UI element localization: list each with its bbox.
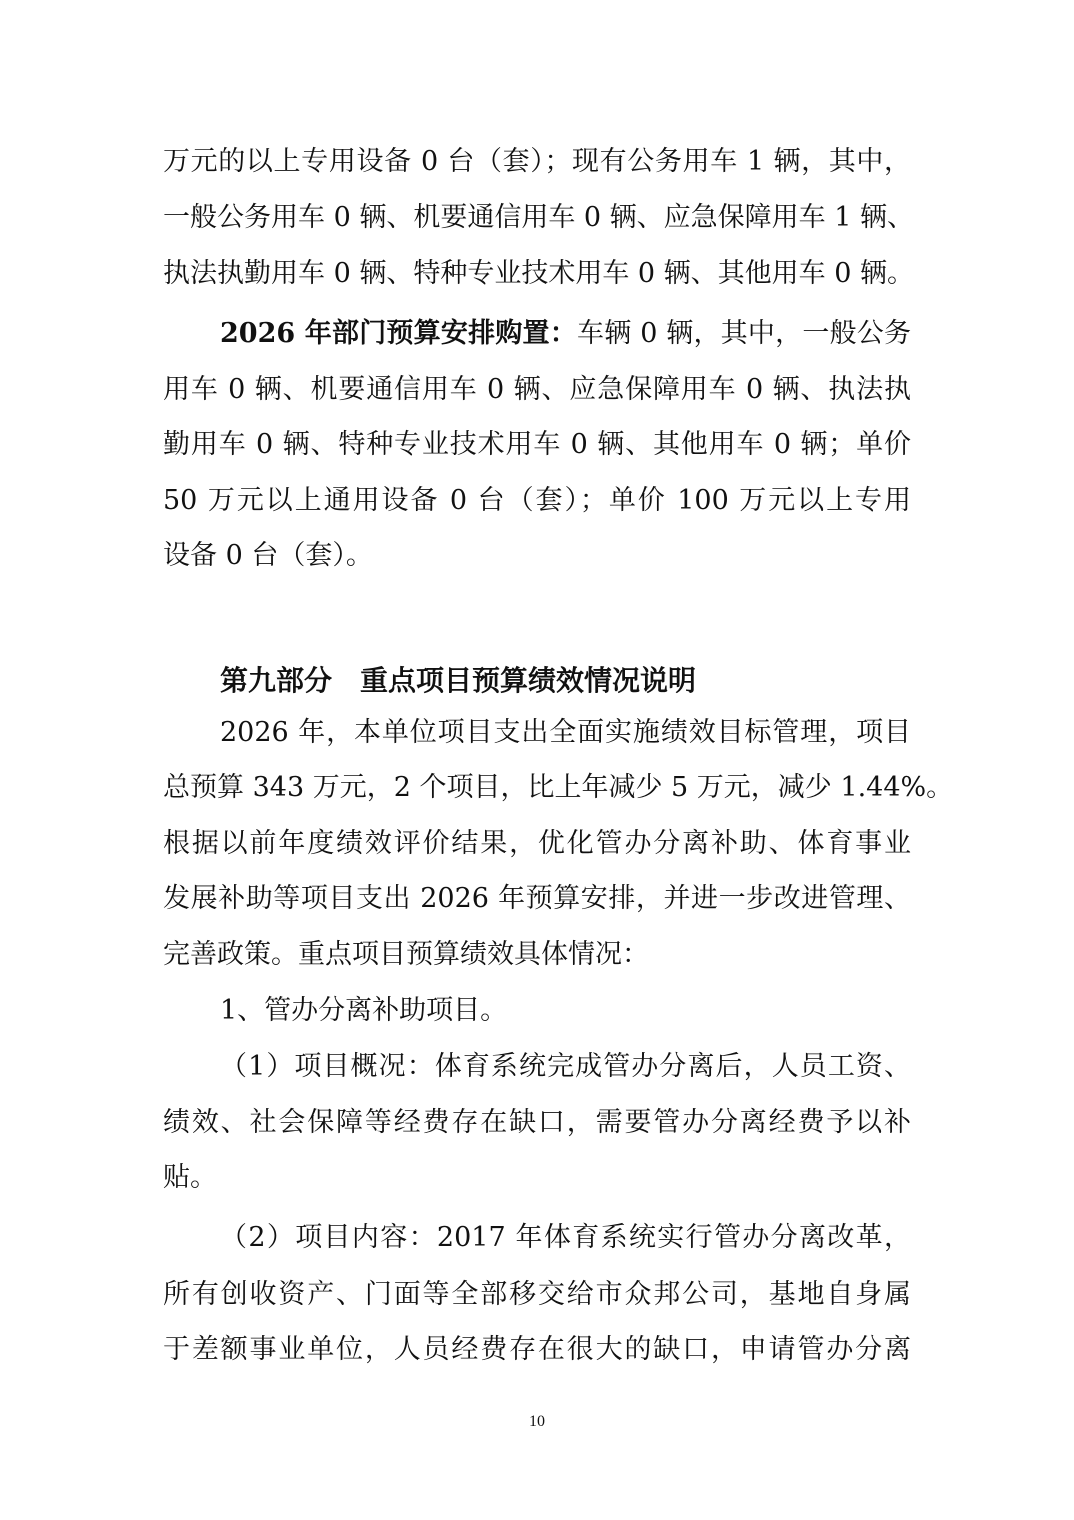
paragraph-line: 根据以前年度绩效评价结果，优化管办分离补助、体育事业 [163, 828, 911, 859]
paragraph-line: 2026 年，本单位项目支出全面实施绩效目标管理，项目 [220, 717, 911, 748]
paragraph-line: （1）项目概况：体育系统完成管办分离后，人员工资、 [220, 1051, 911, 1082]
paragraph-line: 勤用车 0 辆、特种专业技术用车 0 辆、其他用车 0 辆；单价 [163, 429, 911, 460]
bold-lead-text: 2026 年部门预算安排购置： [220, 318, 577, 349]
paragraph-line: 万元的以上专用设备 0 台（套）；现有公务用车 1 辆，其中， [163, 146, 911, 177]
paragraph-line: 于差额事业单位，人员经费存在很大的缺口，申请管办分离 [163, 1334, 911, 1365]
list-item: 1、管办分离补助项目。 [220, 995, 508, 1026]
paragraph-line: 贴。 [163, 1162, 217, 1193]
paragraph-line: （2）项目内容：2017 年体育系统实行管办分离改革， [220, 1222, 911, 1253]
paragraph-line: 设备 0 台（套）。 [163, 540, 373, 571]
paragraph-line: 一般公务用车 0 辆、机要通信用车 0 辆、应急保障用车 1 辆、 [163, 202, 915, 233]
section-part-label: 第九部分 [220, 664, 333, 697]
paragraph-line: 发展补助等项目支出 2026 年预算安排，并进一步改进管理、 [163, 883, 911, 914]
section-heading [220, 661, 696, 701]
paragraph-line: 完善政策。重点项目预算绩效具体情况： [163, 939, 649, 970]
paragraph-line [220, 315, 911, 353]
paragraph-line: 用车 0 辆、机要通信用车 0 辆、应急保障用车 0 辆、执法执 [163, 374, 911, 405]
page-number: 10 [529, 1413, 545, 1430]
paragraph-line: 执法执勤用车 0 辆、特种专业技术用车 0 辆、其他用车 0 辆。 [163, 258, 915, 289]
paragraph-line: 绩效、社会保障等经费存在缺口，需要管办分离经费予以补 [163, 1107, 911, 1138]
paragraph-line: 总预算 343 万元，2 个项目，比上年减少 5 万元，减少 1.44%。 [163, 772, 954, 803]
section-title: 重点项目预算绩效情况说明 [360, 664, 697, 697]
paragraph-line: 所有创收资产、门面等全部移交给市众邦公司，基地自身属 [163, 1279, 911, 1310]
paragraph-text: 车辆 0 辆，其中，一般公务 [577, 318, 912, 349]
paragraph-line: 50 万元以上通用设备 0 台（套）；单价 100 万元以上专用 [163, 485, 911, 516]
